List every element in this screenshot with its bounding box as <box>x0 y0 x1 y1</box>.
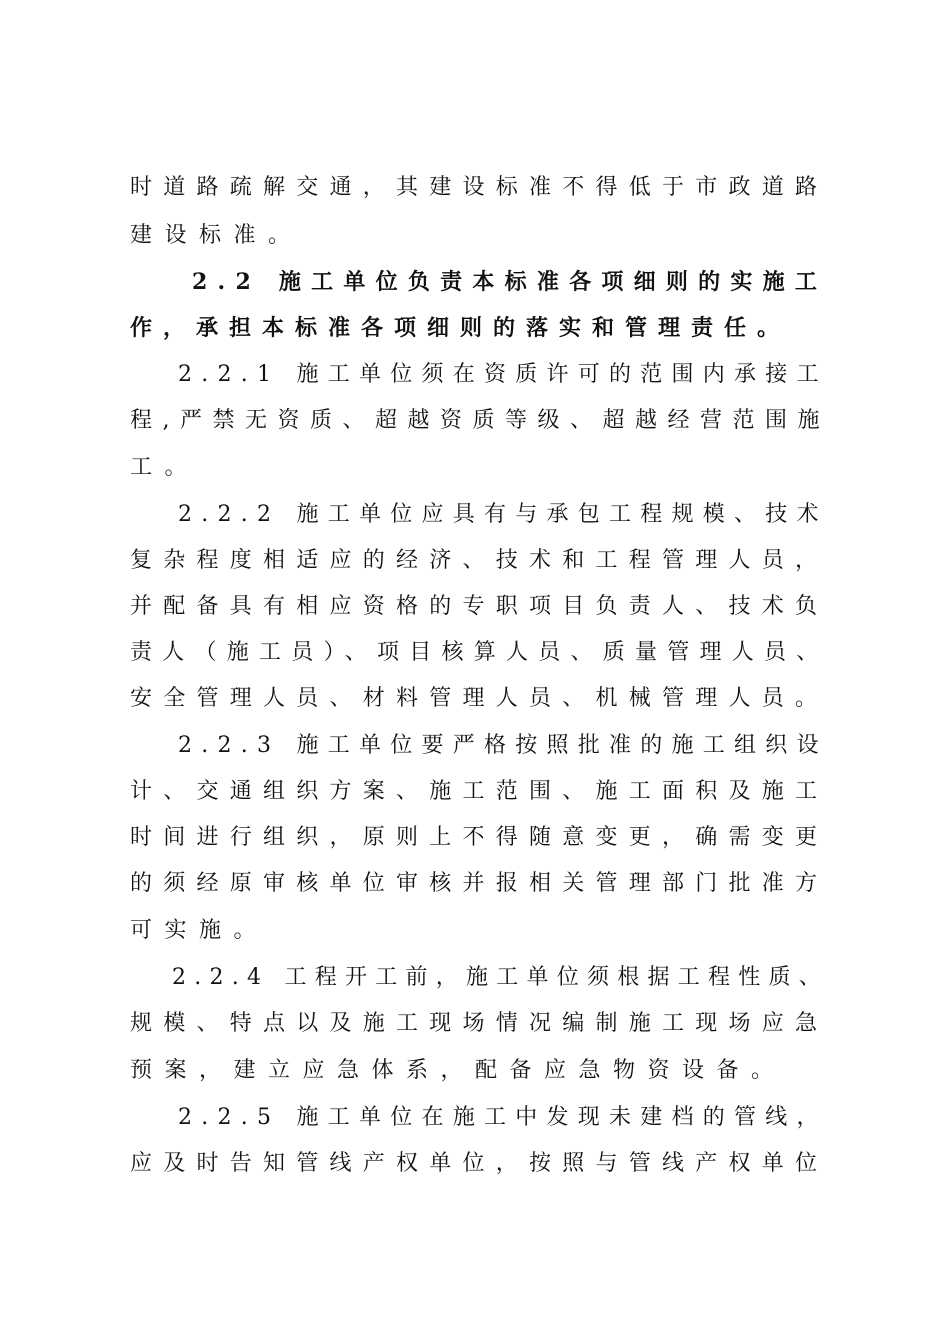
text-line: 工。 <box>130 455 200 480</box>
text-line: 的须经原审核单位审核并报相关管理部门批准方 <box>130 871 829 896</box>
text-line: 时间进行组织，原则上不得随意变更，确需变更 <box>130 825 829 850</box>
clause-line: 2.2.1 施工单位须在资质许可的范围内承接工 <box>178 362 828 387</box>
clause-line: 2.2.4 工程开工前，施工单位须根据工程性质、 <box>172 965 829 990</box>
text-line: 规模、特点以及施工现场情况编制施工现场应急 <box>130 1011 829 1036</box>
clause-line: 2.2.3 施工单位要严格按照批准的施工组织设 <box>178 733 828 758</box>
text-line: 计、交通组织方案、施工范围、施工面积及施工 <box>130 779 829 804</box>
text-line: 安全管理人员、材料管理人员、机械管理人员。 <box>130 686 829 711</box>
text-line: 并配备具有相应资格的专职项目负责人、技术负 <box>130 594 829 619</box>
section-heading-line: 2.2 施工单位负责本标准各项细则的实施工 <box>192 269 828 295</box>
text-line: 程,严禁无资质、超越资质等级、超越经营范围施 <box>130 408 830 433</box>
text-line: 可实施。 <box>130 918 269 943</box>
text-line: 复杂程度相适应的经济、技术和工程管理人员， <box>130 548 829 573</box>
text-line: 预案，建立应急体系，配备应急物资设备。 <box>130 1058 786 1083</box>
text-line: 应及时告知管线产权单位，按照与管线产权单位 <box>130 1151 829 1176</box>
text-line: 责人（施工员）、项目核算人员、质量管理人员、 <box>130 640 829 665</box>
section-heading-line: 作，承担本标准各项细则的落实和管理责任。 <box>130 315 791 341</box>
text-line: 时道路疏解交通，其建设标准不得低于市政道路 <box>130 175 829 200</box>
clause-line: 2.2.2 施工单位应具有与承包工程规模、技术 <box>178 502 828 527</box>
text-line: 建设标准。 <box>130 223 303 248</box>
clause-line: 2.2.5 施工单位在施工中发现未建档的管线， <box>178 1105 828 1130</box>
